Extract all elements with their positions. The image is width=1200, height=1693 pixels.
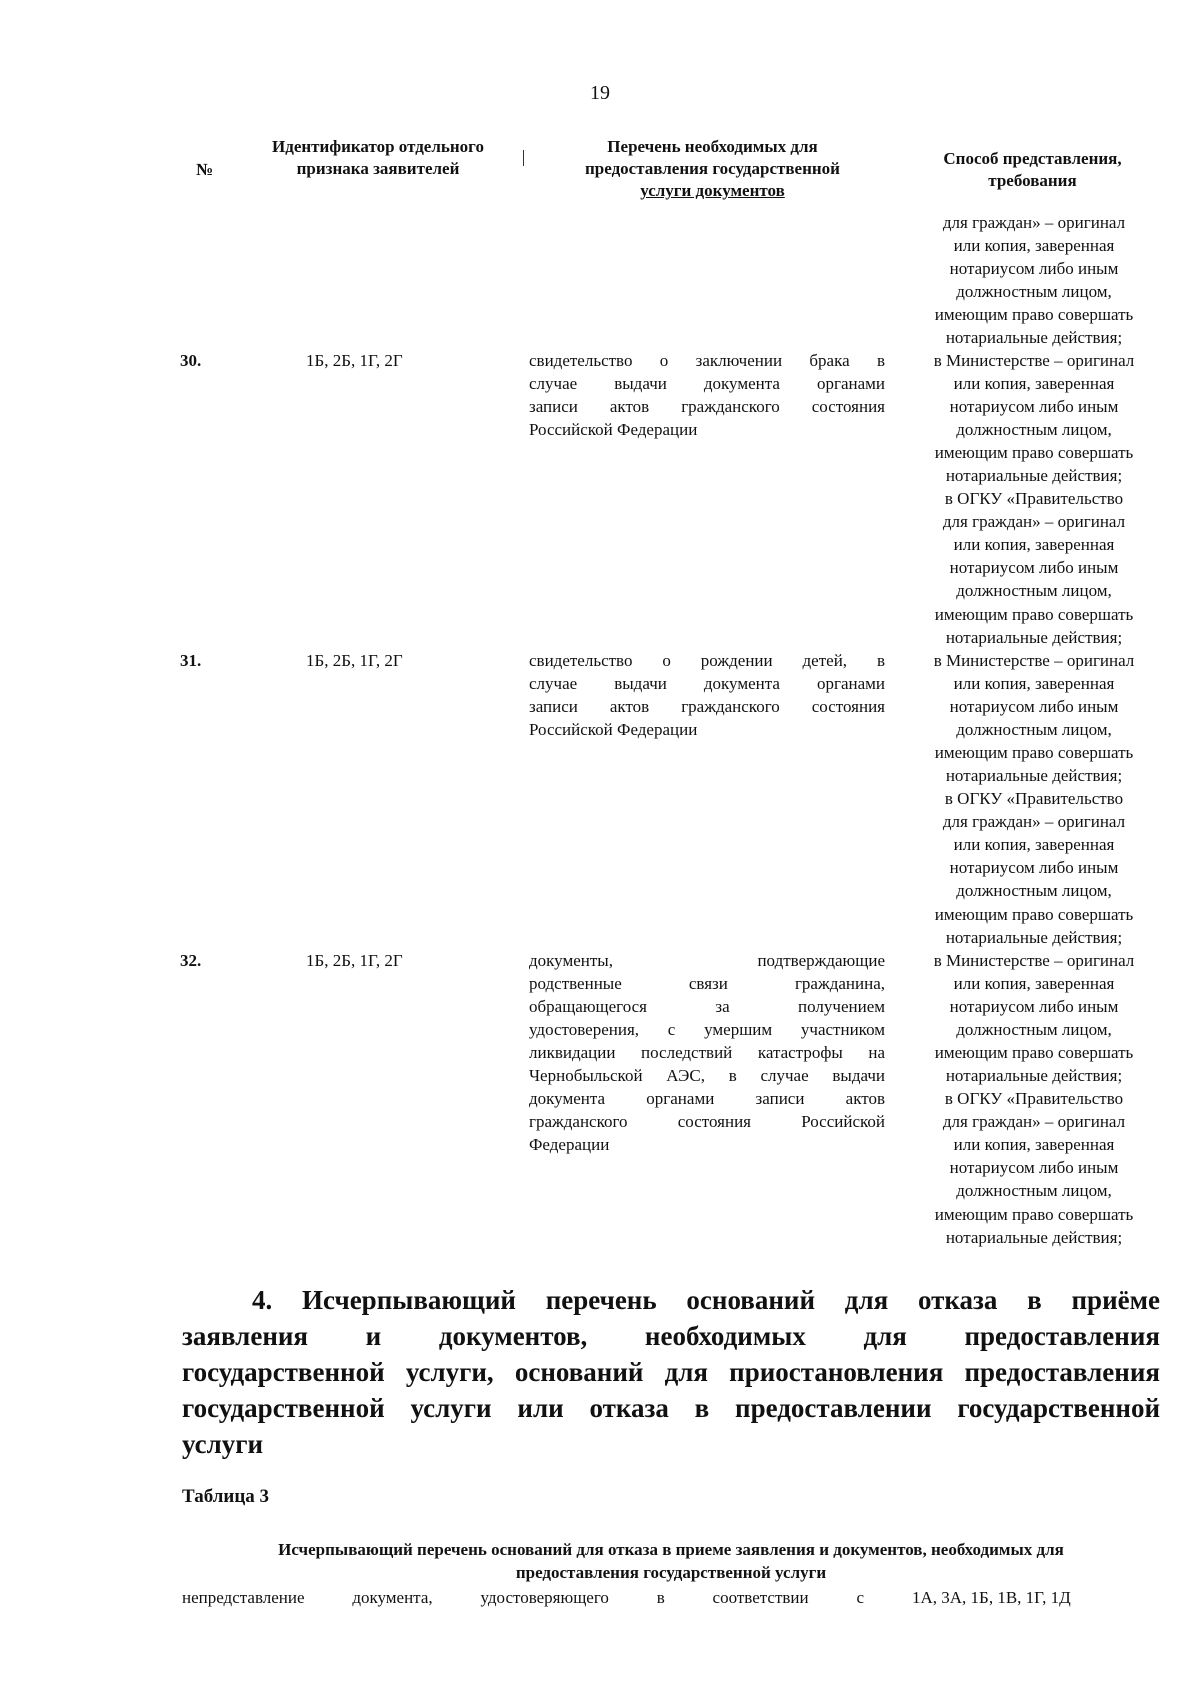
doc-line: свидетельство о заключении брака в [529,351,885,370]
column-header-identifier: Идентификатор отдельного признака заявителей [272,137,484,178]
row-method [905,649,1163,949]
doc-line: Чернобыльской АЭС, в случае выдачи [529,1066,885,1085]
row-number: 30. [180,351,202,370]
method-line: имеющим право совершать [934,1043,1134,1063]
table-row-codes: 1А, 3А, 1Б, 1В, 1Г, 1Д [912,1588,1071,1607]
table-caption [182,1538,1160,1584]
doc-line: обращающегося за получением [529,997,885,1016]
method-line: должностным лицом, [956,581,1112,601]
table-caption-line: предоставления государственной услуги [515,1563,827,1582]
reason-text: непредставление документа, удостоверяющего в соответствии с [182,1588,864,1607]
column-divider-mark [523,150,524,166]
doc-line: ликвидации последствий катастрофы на [529,1043,885,1062]
method-line: для граждан» – оригинал [942,512,1126,532]
row-document-description [529,349,885,441]
section-heading-line: услуги [182,1429,264,1459]
method-line: в Министерстве – оригинал [933,651,1135,670]
method-line: нотариусом либо иным [949,397,1119,417]
method-line: нотариусом либо иным [949,558,1119,578]
row-identifiers: 1Б, 2Б, 1Г, 2Г [306,951,403,970]
doc-line: случае выдачи документа органами [529,674,885,693]
doc-line: родственные связи гражданина, [529,974,885,993]
method-line: имеющим право совершать [934,1204,1134,1224]
method-line: должностным лицом, [956,1020,1112,1040]
method-line: имеющим право совершать [934,904,1134,924]
table-row-reason [182,1586,864,1609]
doc-line: Российской Федерации [529,420,698,439]
method-line: в ОГКУ «Правительство [944,789,1124,809]
doc-line: свидетельство о рождении детей, в [529,651,885,670]
method-line: нотариусом либо иным [949,997,1119,1017]
method-line: или копия, заверенная [953,835,1115,855]
method-line: для граждан» – оригинал [942,213,1126,232]
method-continuation [905,211,1163,349]
table-caption-line: Исчерпывающий перечень оснований для отказа в приеме заявления и документов, необходимых для [278,1540,1064,1559]
row-method [905,949,1163,1249]
row-number: 31. [180,651,202,670]
doc-line: гражданского состояния Российской [529,1112,885,1131]
method-line: имеющим право совершать [934,743,1134,763]
method-line: должностным лицом, [956,720,1112,740]
doc-line: записи актов гражданского состояния [529,697,885,716]
method-line: нотариальные действия; [945,1066,1123,1086]
method-line: в Министерстве – оригинал [933,351,1135,370]
row-document-description [529,649,885,741]
method-line: для граждан» – оригинал [942,812,1126,832]
method-line: должностным лицом, [956,420,1112,440]
method-line: нотариальные действия; [945,328,1123,348]
method-line: или копия, заверенная [953,236,1115,256]
method-line: должностным лицом, [956,881,1112,901]
column-header-documents-line: Перечень необходимых для [607,137,818,156]
section-heading-line: 4. Исчерпывающий перечень оснований для отказа в приёме [252,1285,1160,1315]
row-number: 32. [180,951,202,970]
method-line: нотариусом либо иным [949,858,1119,878]
method-line: нотариусом либо иным [949,259,1119,279]
row-identifiers: 1Б, 2Б, 1Г, 2Г [306,351,403,370]
section-heading-line: государственной услуги или отказа в предоставлении государственной [182,1393,1160,1423]
method-line: или копия, заверенная [953,674,1115,694]
method-line: имеющим право совершать [934,443,1134,463]
section-heading [182,1282,1160,1462]
row-method [905,349,1163,649]
method-line: или копия, заверенная [953,535,1115,555]
section-heading-line: заявления и документов, необходимых для предоставления [182,1321,1160,1351]
table-label: Таблица 3 [182,1486,270,1507]
doc-line: записи актов гражданского состояния [529,397,885,416]
method-line: или копия, заверенная [953,974,1115,994]
method-line: нотариальные действия; [945,627,1123,647]
method-line: в ОГКУ «Правительство [944,489,1124,509]
method-line: должностным лицом, [956,1181,1112,1201]
method-line: или копия, заверенная [953,1135,1115,1155]
method-line: для граждан» – оригинал [942,1112,1126,1132]
column-header-documents-line: услуги документов [640,181,785,200]
row-document-description [529,949,885,1156]
column-header-documents-line: предоставления государственной [585,159,840,178]
method-line: имеющим право совершать [934,305,1134,325]
doc-line: документы, подтверждающие [529,951,885,970]
doc-line: удостоверения, с умершим участником [529,1020,885,1039]
column-header-documents [540,136,885,202]
doc-line: документа органами записи актов [529,1089,885,1108]
doc-line: случае выдачи документа органами [529,374,885,393]
method-line: в ОГКУ «Правительство [944,1089,1124,1109]
row-identifiers: 1Б, 2Б, 1Г, 2Г [306,651,403,670]
method-line: нотариальные действия; [945,766,1123,786]
section-heading-line: государственной услуги, оснований для приостановления предоставления [182,1357,1160,1387]
method-line: нотариальные действия; [945,1227,1123,1247]
method-line: нотариальные действия; [945,927,1123,947]
method-line: нотариусом либо иным [949,1158,1119,1178]
doc-line: Российской Федерации [529,720,698,739]
method-line: в Министерстве – оригинал [933,951,1135,970]
column-header-number: № [196,160,214,179]
doc-line: Федерации [529,1135,610,1154]
method-line: или копия, заверенная [953,374,1115,394]
method-line: нотариальные действия; [945,466,1123,486]
page-number: 19 [590,82,610,104]
method-line: имеющим право совершать [934,604,1134,624]
method-line: должностным лицом, [956,282,1112,302]
method-line: нотариусом либо иным [949,697,1119,717]
column-header-method: Способ представления, требования [943,149,1122,190]
